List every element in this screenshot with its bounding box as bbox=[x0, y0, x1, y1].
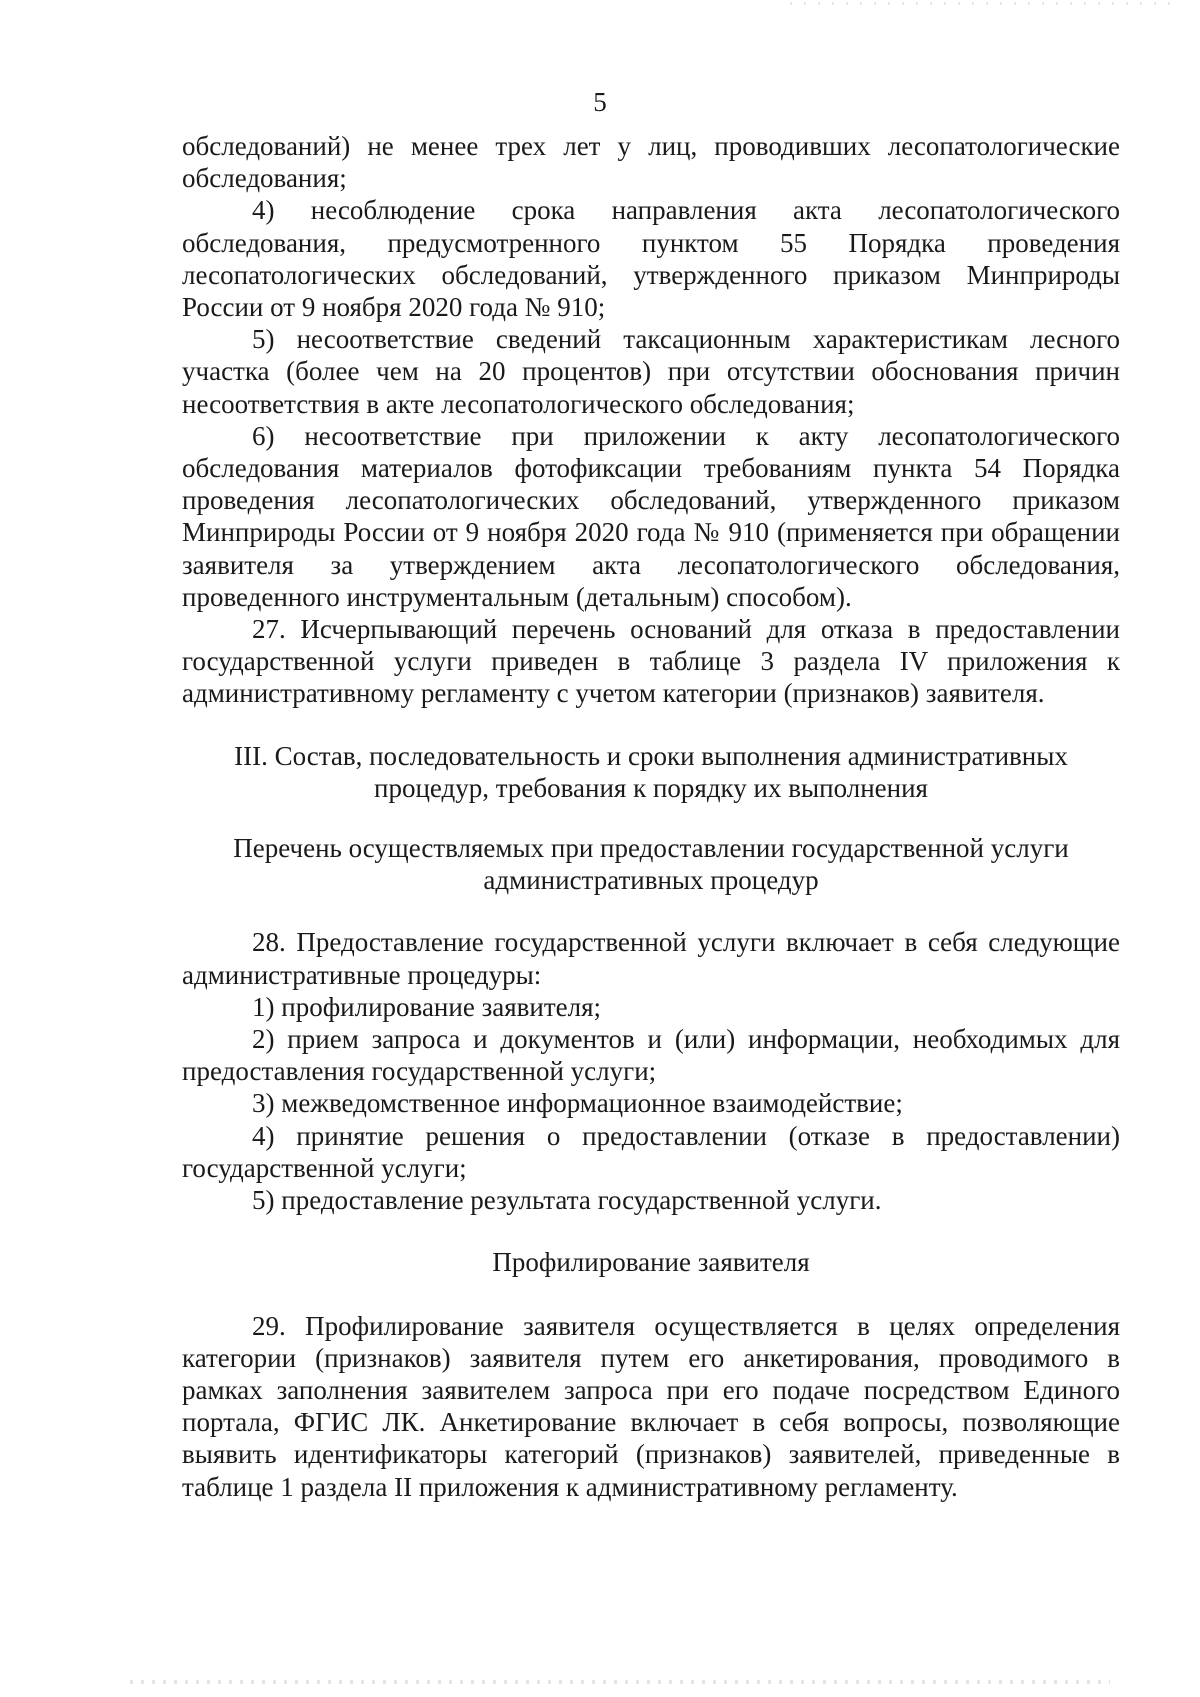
section-heading-line-1: III. Состав, последовательность и сроки выполнения административных bbox=[234, 740, 1068, 771]
list-item: 4) принятие решения о предоставлении (отказе в предоставлении) государственной услуги; bbox=[182, 1120, 1120, 1183]
section-heading-line-2: процедур, требования к порядку их выполнения bbox=[374, 772, 928, 803]
list-item: 2) прием запроса и документов и (или) информации, необходимых для предоставления государственной услуги; bbox=[182, 1024, 1120, 1087]
page-number: 5 bbox=[593, 87, 607, 117]
list-item: 3) межведомственное информационное взаимодействие; bbox=[252, 1088, 903, 1119]
paragraph-27: 27. Исчерпывающий перечень оснований для отказа в предоставлении государственной услуги приведен в таблице 3 раздела IV приложения к административному регламенту с учетом категории (признаков) заявителя. bbox=[182, 614, 1120, 709]
paragraph-29: 29. Профилирование заявителя осуществляется в целях определения категории (признаков) заявителя путем его анкетирования, проводимого в рамках заполнения заявителем запроса при его подаче посредством Единого портала, ФГИС ЛК. Анкетирование включает в себя вопросы, позволяющие выявить идентификаторы категорий (признаков) заявителей, приведенные в таблице 1 раздела II приложения к административному регламенту. bbox=[182, 1310, 1120, 1502]
paragraph-item-5: 5) несоответствие сведений таксационным характеристикам лесного участка (более чем на 20 процентов) при отсутствии обоснования причин несоответствия в акте лесопатологического обследования; bbox=[182, 324, 1120, 419]
procedures-subheading-line-2: административных процедур bbox=[483, 865, 819, 896]
list-item: 5) предоставление результата государственной услуги. bbox=[252, 1185, 882, 1216]
paragraph-28: 28. Предоставление государственной услуги включает в себя следующие административные процедуры: bbox=[182, 927, 1120, 990]
profiling-subheading: Профилирование заявителя bbox=[492, 1247, 810, 1278]
scan-noise-top bbox=[790, 2, 1170, 5]
scan-noise-bottom bbox=[130, 1680, 1110, 1684]
section-heading bbox=[182, 740, 1120, 804]
document-body bbox=[182, 130, 1120, 1503]
procedures-subheading-line-1: Перечень осуществляемых при предоставлении государственной услуги bbox=[233, 833, 1069, 864]
paragraph-item-6: 6) несоответствие при приложении к акту лесопатологического обследования материалов фотофиксации требованиям пункта 54 Порядка проведения лесопатологических обследований, утвержденного приказом Минприроды России от 9 ноября 2020 года № 910 (применяется при обращении заявителя за утверждением акта лесопатологического обследования, проведенного инструментальным (детальным) способом). bbox=[182, 420, 1120, 612]
paragraph-item-4: 4) несоблюдение срока направления акта лесопатологического обследования, предусмотренного пунктом 55 Порядка проведения лесопатологических обследований, утвержденного приказом Минприроды России от 9 ноября 2020 года № 910; bbox=[182, 195, 1120, 323]
procedures-subheading bbox=[182, 832, 1120, 896]
procedures-list bbox=[182, 926, 1120, 1216]
paragraph-continuation: обследований) не менее трех лет у лиц, проводивших лесопатологические обследования; bbox=[182, 131, 1120, 194]
list-item: 1) профилирование заявителя; bbox=[252, 991, 602, 1022]
